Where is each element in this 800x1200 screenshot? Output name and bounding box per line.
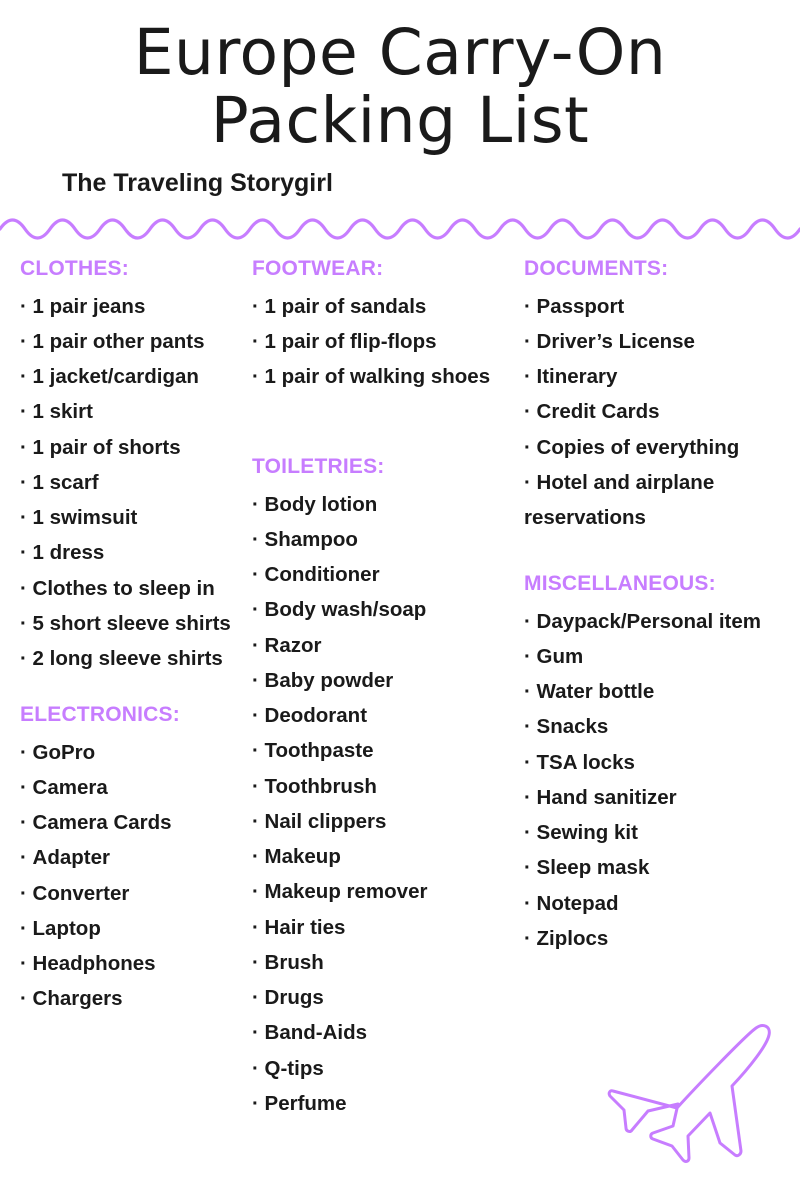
list-item: · Headphones: [20, 946, 252, 981]
list-item: · 1 pair of shorts: [20, 430, 252, 465]
list-electronics: [20, 735, 252, 1017]
list-item: · Body lotion: [252, 487, 524, 522]
page-subtitle: The Traveling Storygirl: [62, 169, 333, 198]
list-item: · Q-tips: [252, 1051, 524, 1086]
list-item: · Driver’s License: [524, 324, 800, 359]
list-item: · Toothbrush: [252, 769, 524, 804]
list-miscellaneous: [524, 604, 800, 957]
list-item: · Nail clippers: [252, 804, 524, 839]
list-item: · 1 jacket/cardigan: [20, 359, 252, 394]
list-item: · GoPro: [20, 735, 252, 770]
list-item: · Deodorant: [252, 698, 524, 733]
list-toiletries: [252, 487, 524, 1122]
list-item: · Camera: [20, 770, 252, 805]
list-item: · Toothpaste: [252, 733, 524, 768]
category-heading-miscellaneous: MISCELLANEOUS:: [524, 572, 716, 596]
list-item: · Laptop: [20, 911, 252, 946]
page-title-line-1: Europe Carry-On: [133, 16, 667, 89]
category-heading-documents: DOCUMENTS:: [524, 257, 669, 281]
column-left: [0, 256, 252, 1016]
page-title-line-2: Packing List: [210, 83, 590, 157]
list-item: · TSA locks: [524, 745, 800, 780]
list-item: · 1 pair jeans: [20, 289, 252, 324]
column-middle: [252, 256, 524, 1121]
list-item: · Itinerary: [524, 359, 800, 394]
list-item: · Clothes to sleep in: [20, 571, 252, 606]
list-item: · 1 scarf: [20, 465, 252, 500]
list-item: · Gum: [524, 639, 800, 674]
list-item: · 1 pair of flip-flops: [252, 324, 524, 359]
list-item: · Copies of everything: [524, 430, 800, 465]
list-item: · Hotel and airplane reservations: [524, 465, 800, 536]
group-electronics: [20, 702, 252, 1016]
list-item: · Makeup remover: [252, 874, 524, 909]
list-item: · 1 pair of walking shoes: [252, 359, 524, 394]
list-columns: [0, 244, 800, 1121]
list-item: · Camera Cards: [20, 805, 252, 840]
list-item: · 1 dress: [20, 535, 252, 570]
list-item: · Body wash/soap: [252, 592, 524, 627]
list-documents: [524, 289, 800, 536]
group-documents: [524, 256, 800, 535]
list-item: · Credit Cards: [524, 394, 800, 429]
list-item: · Shampoo: [252, 522, 524, 557]
list-item: · 1 skirt: [20, 394, 252, 429]
list-item: · Hair ties: [252, 910, 524, 945]
list-item: · Sleep mask: [524, 850, 800, 885]
group-toiletries: [252, 454, 524, 1121]
list-item: · Makeup: [252, 839, 524, 874]
list-clothes: [20, 289, 252, 677]
category-heading-electronics: ELECTRONICS:: [20, 703, 180, 727]
category-heading-footwear: FOOTWEAR:: [252, 257, 384, 281]
list-item: · Conditioner: [252, 557, 524, 592]
list-item: · Daypack/Personal item: [524, 604, 800, 639]
list-item: · Perfume: [252, 1086, 524, 1121]
list-item: · Chargers: [20, 981, 252, 1016]
list-item: · 1 pair other pants: [20, 324, 252, 359]
column-right: [524, 256, 800, 956]
wavy-divider-icon: [0, 214, 800, 244]
list-item: · Band-Aids: [252, 1015, 524, 1050]
list-footwear: [252, 289, 524, 395]
list-item: · Adapter: [20, 840, 252, 875]
list-item: · Water bottle: [524, 674, 800, 709]
group-footwear: [252, 256, 524, 394]
list-item: · Notepad: [524, 886, 800, 921]
list-item: · Baby powder: [252, 663, 524, 698]
list-item: · Converter: [20, 876, 252, 911]
group-clothes: [20, 256, 252, 676]
list-item: · Sewing kit: [524, 815, 800, 850]
category-heading-clothes: CLOTHES:: [20, 257, 129, 281]
list-item: · Snacks: [524, 709, 800, 744]
list-item: · Ziplocs: [524, 921, 800, 956]
list-item: · 1 pair of sandals: [252, 289, 524, 324]
list-item: · 5 short sleeve shirts: [20, 606, 252, 641]
list-item: · Passport: [524, 289, 800, 324]
list-item: · Hand sanitizer: [524, 780, 800, 815]
list-item: · Drugs: [252, 980, 524, 1015]
list-item: · 2 long sleeve shirts: [20, 641, 252, 676]
list-item: · Razor: [252, 628, 524, 663]
list-item: · Brush: [252, 945, 524, 980]
list-item: · 1 swimsuit: [20, 500, 252, 535]
page-title: [0, 0, 800, 157]
group-miscellaneous: [524, 571, 800, 956]
category-heading-toiletries: TOILETRIES:: [252, 455, 385, 479]
